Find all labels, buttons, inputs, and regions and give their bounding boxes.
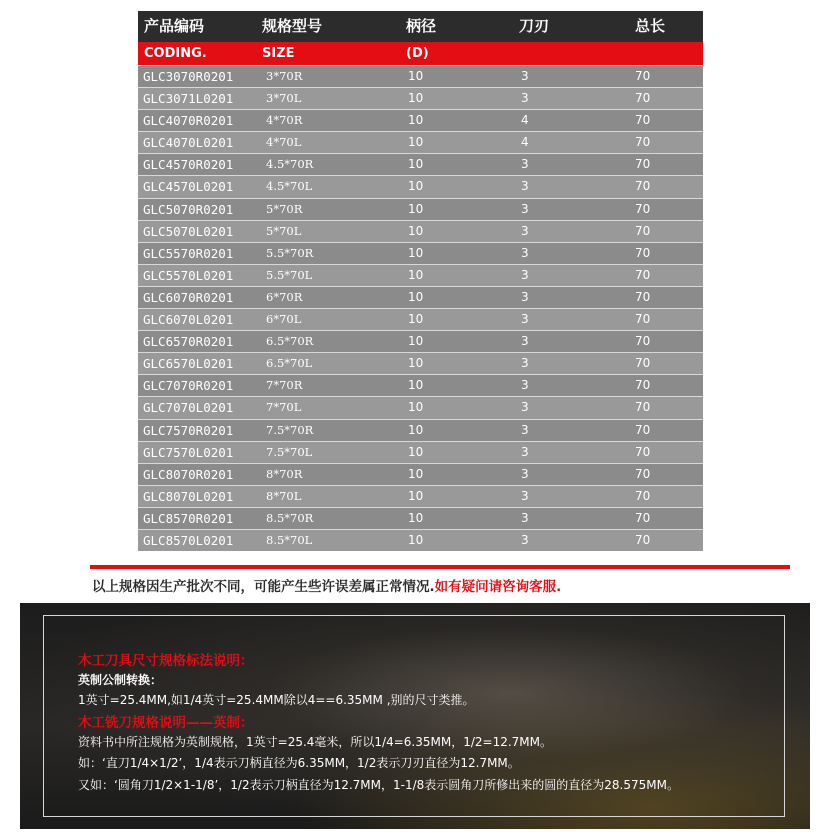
cell-size: 8*70L xyxy=(266,488,302,503)
cell-flutes: 3 xyxy=(521,312,529,327)
cell-code: GLC5070R0201 xyxy=(143,201,234,217)
cell-shank: 10 xyxy=(408,422,424,437)
table-row xyxy=(138,286,703,308)
cell-code: GLC6570R0201 xyxy=(143,334,234,350)
cell-length: 70 xyxy=(635,466,651,481)
table-row xyxy=(138,507,703,529)
cell-size: 8.5*70L xyxy=(266,532,313,547)
cell-shank: 10 xyxy=(408,466,424,481)
cell-code: GLC6070L0201 xyxy=(143,312,234,328)
table-row xyxy=(138,396,703,418)
table-row xyxy=(138,330,703,352)
table-row xyxy=(138,463,703,485)
cell-shank: 10 xyxy=(408,69,424,83)
subheader-coding: CODING. xyxy=(144,46,207,61)
cell-length: 70 xyxy=(635,113,651,128)
panel-heading: 木工铣刀规格说明——英制： xyxy=(78,715,254,731)
spec-table xyxy=(138,11,703,551)
cell-shank: 10 xyxy=(408,289,424,304)
cell-shank: 10 xyxy=(408,245,424,260)
table-row xyxy=(138,109,703,131)
cell-flutes: 3 xyxy=(521,69,529,83)
cell-flutes: 3 xyxy=(521,510,529,525)
table-row xyxy=(138,308,703,330)
cell-length: 70 xyxy=(635,488,651,503)
cell-shank: 10 xyxy=(408,135,424,150)
cell-flutes: 3 xyxy=(521,157,529,172)
cell-length: 70 xyxy=(635,532,651,547)
header-flutes: 刀刃 xyxy=(519,17,550,35)
cell-length: 70 xyxy=(635,510,651,525)
table-header-row xyxy=(138,11,703,42)
table-row xyxy=(138,419,703,441)
cell-flutes: 3 xyxy=(521,223,529,238)
header-product-code: 产品编码 xyxy=(144,17,205,35)
table-row xyxy=(138,374,703,396)
cell-code: GLC3070R0201 xyxy=(143,69,234,84)
cell-code: GLC6070R0201 xyxy=(143,289,234,305)
cell-flutes: 3 xyxy=(521,378,529,393)
cell-length: 70 xyxy=(635,400,651,415)
cell-code: GLC7570L0201 xyxy=(143,444,234,460)
cell-code: GLC7070L0201 xyxy=(143,400,234,416)
cell-size: 7.5*70L xyxy=(266,444,313,459)
table-row xyxy=(138,87,703,109)
cell-size: 4*70R xyxy=(266,113,303,128)
cell-code: GLC3071L0201 xyxy=(143,91,234,107)
table-row xyxy=(138,153,703,175)
cell-shank: 10 xyxy=(408,532,424,547)
table-subheader-row xyxy=(138,42,703,65)
cell-size: 8.5*70R xyxy=(266,510,314,525)
cell-size: 4.5*70R xyxy=(266,157,314,172)
cell-flutes: 3 xyxy=(521,466,529,481)
cell-size: 6.5*70L xyxy=(266,356,313,371)
cell-flutes: 3 xyxy=(521,267,529,282)
cell-length: 70 xyxy=(635,157,651,172)
cell-shank: 10 xyxy=(408,201,424,216)
cell-size: 5.5*70R xyxy=(266,245,314,260)
cell-size: 6*70R xyxy=(266,289,303,304)
cell-code: GLC5070L0201 xyxy=(143,223,234,239)
cell-length: 70 xyxy=(635,201,651,216)
table-row xyxy=(138,198,703,220)
cell-shank: 10 xyxy=(408,334,424,349)
cell-code: GLC6570L0201 xyxy=(143,356,234,372)
cell-size: 3*70R xyxy=(266,69,303,83)
red-divider xyxy=(90,565,790,569)
cell-code: GLC7070R0201 xyxy=(143,378,234,394)
cell-shank: 10 xyxy=(408,157,424,172)
panel-line: 又如：‘圆角刀1/2×1-1/8’，1/2表示刀柄直径为12.7MM，1-1/8表示圆角刀所修出来的圆的直径为28.575MM。 xyxy=(78,778,679,792)
cell-size: 4.5*70L xyxy=(266,179,313,194)
cell-code: GLC5570R0201 xyxy=(143,245,234,261)
table-row xyxy=(138,441,703,463)
cell-shank: 10 xyxy=(408,91,424,106)
cell-flutes: 3 xyxy=(521,91,529,106)
cell-flutes: 3 xyxy=(521,444,529,459)
cell-flutes: 4 xyxy=(521,135,529,150)
cell-code: GLC4570L0201 xyxy=(143,179,234,195)
header-shank-diameter: 柄径 xyxy=(406,17,437,35)
cell-flutes: 3 xyxy=(521,201,529,216)
cell-code: GLC7570R0201 xyxy=(143,422,234,438)
table-row xyxy=(138,65,703,87)
cell-flutes: 3 xyxy=(521,334,529,349)
cell-length: 70 xyxy=(635,334,651,349)
cell-code: GLC8570L0201 xyxy=(143,532,234,548)
cell-shank: 10 xyxy=(408,510,424,525)
cell-length: 70 xyxy=(635,245,651,260)
table-row xyxy=(138,264,703,286)
cell-shank: 10 xyxy=(408,444,424,459)
cell-shank: 10 xyxy=(408,378,424,393)
cell-length: 70 xyxy=(635,356,651,371)
table-row xyxy=(138,131,703,153)
cell-length: 70 xyxy=(635,378,651,393)
cell-size: 3*70L xyxy=(266,91,302,106)
table-row xyxy=(138,175,703,197)
table-row xyxy=(138,529,703,551)
table-row xyxy=(138,485,703,507)
cell-flutes: 3 xyxy=(521,488,529,503)
cell-length: 70 xyxy=(635,312,651,327)
panel-line: 1英寸=25.4MM,如1/4英寸=25.4MM除以4==6.35MM ,别的尺寸类推。 xyxy=(78,693,475,707)
cell-size: 6*70L xyxy=(266,312,302,327)
cell-length: 70 xyxy=(635,91,651,106)
table-body xyxy=(138,65,703,551)
cell-size: 4*70L xyxy=(266,135,302,150)
cell-shank: 10 xyxy=(408,113,424,128)
cell-flutes: 3 xyxy=(521,289,529,304)
cell-length: 70 xyxy=(635,289,651,304)
cell-length: 70 xyxy=(635,422,651,437)
cell-flutes: 3 xyxy=(521,422,529,437)
table-row xyxy=(138,220,703,242)
cell-length: 70 xyxy=(635,267,651,282)
cell-shank: 10 xyxy=(408,488,424,503)
cell-flutes: 4 xyxy=(521,113,529,128)
cell-code: GLC4070R0201 xyxy=(143,113,234,129)
cell-code: GLC4070L0201 xyxy=(143,135,234,151)
cell-code: GLC8570R0201 xyxy=(143,510,234,526)
cell-size: 8*70R xyxy=(266,466,303,481)
cell-length: 70 xyxy=(635,223,651,238)
cell-shank: 10 xyxy=(408,223,424,238)
cell-length: 70 xyxy=(635,135,651,150)
batch-notice xyxy=(92,575,561,595)
table-row xyxy=(138,242,703,264)
cell-size: 5*70R xyxy=(266,201,303,216)
table-row xyxy=(138,352,703,374)
cell-size: 6.5*70R xyxy=(266,334,314,349)
cell-flutes: 3 xyxy=(521,179,529,194)
cell-code: GLC5570L0201 xyxy=(143,267,234,283)
cell-size: 5.5*70L xyxy=(266,267,313,282)
notice-highlight: 如有疑问请咨询客服. xyxy=(434,579,562,595)
cell-length: 70 xyxy=(635,69,651,83)
cell-code: GLC8070R0201 xyxy=(143,466,234,482)
cell-flutes: 3 xyxy=(521,245,529,260)
cell-code: GLC4570R0201 xyxy=(143,157,234,173)
cell-shank: 10 xyxy=(408,356,424,371)
cell-code: GLC8070L0201 xyxy=(143,488,234,504)
cell-length: 70 xyxy=(635,179,651,194)
header-total-length: 总长 xyxy=(635,17,666,35)
subheader-size: SIZE xyxy=(262,46,295,61)
cell-size: 7.5*70R xyxy=(266,422,314,437)
panel-heading: 木工刀具尺寸规格标法说明： xyxy=(78,653,254,669)
header-model: 规格型号 xyxy=(262,17,323,35)
cell-size: 7*70R xyxy=(266,378,303,393)
cell-flutes: 3 xyxy=(521,400,529,415)
cell-size: 7*70L xyxy=(266,400,302,415)
panel-line: 资料书中所注规格为英制规格，1英寸=25.4毫米，所以1/4=6.35MM，1/2=12.7MM。 xyxy=(78,735,552,749)
cell-shank: 10 xyxy=(408,312,424,327)
cell-flutes: 3 xyxy=(521,356,529,371)
panel-line: 如：‘直刀1/4×1/2’，1/4表示刀柄直径为6.35MM，1/2表示刀刃直径为12.7MM。 xyxy=(78,756,520,770)
cell-length: 70 xyxy=(635,444,651,459)
subheader-d: (D) xyxy=(406,46,429,61)
cell-shank: 10 xyxy=(408,179,424,194)
cell-size: 5*70L xyxy=(266,223,302,238)
cell-flutes: 3 xyxy=(521,532,529,547)
notice-text: 以上规格因生产批次不同，可能产生些许误差属正常情况. xyxy=(92,579,435,595)
panel-line: 英制公制转换： xyxy=(78,673,163,687)
size-explanation-panel xyxy=(20,603,810,829)
cell-shank: 10 xyxy=(408,267,424,282)
cell-shank: 10 xyxy=(408,400,424,415)
